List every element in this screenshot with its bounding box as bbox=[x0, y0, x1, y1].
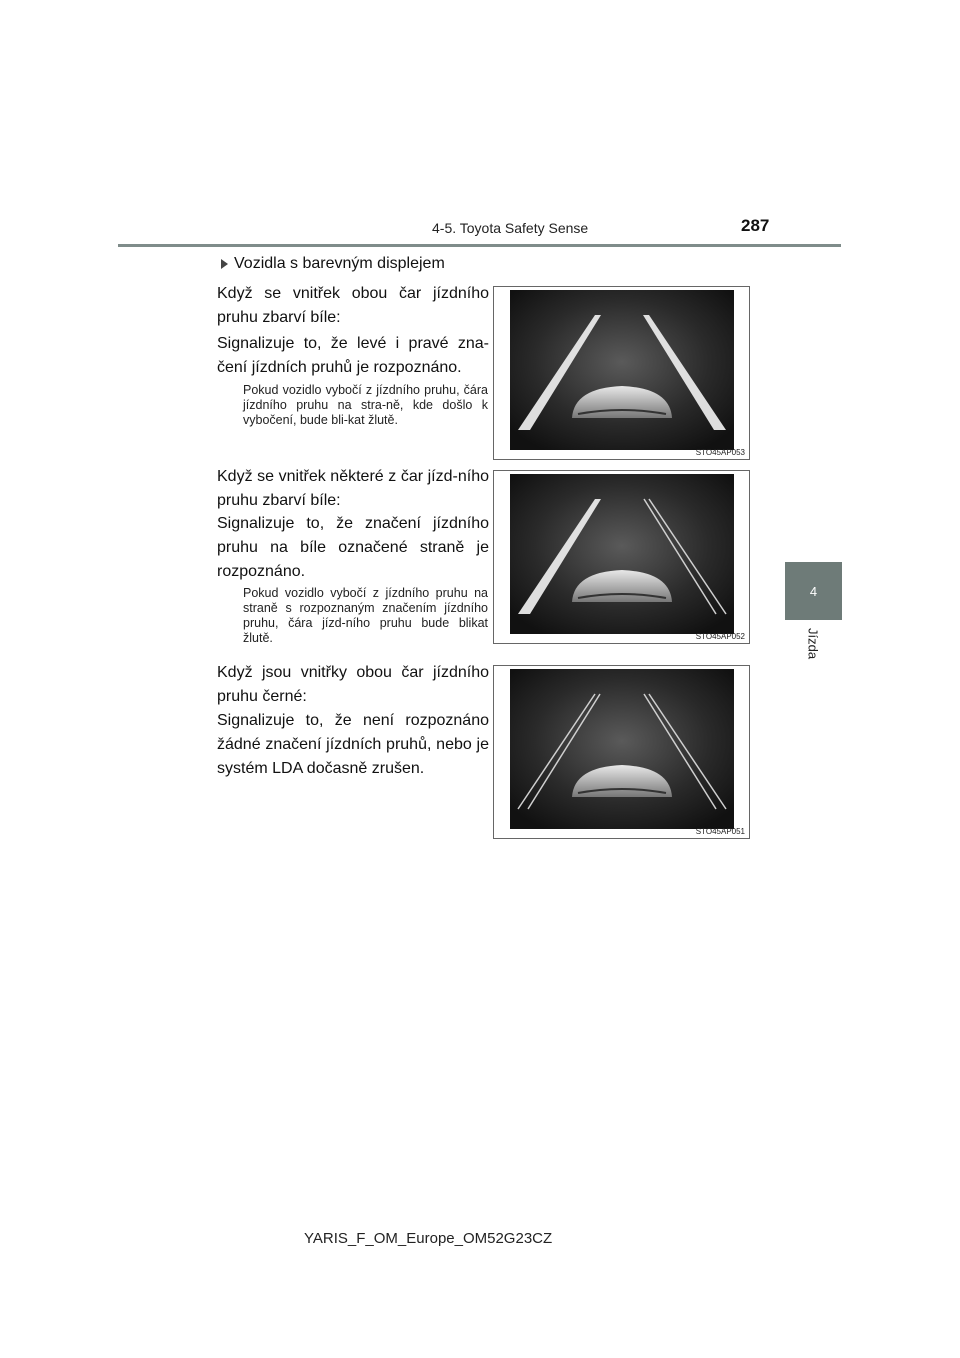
figure-code: STO45AP052 bbox=[695, 632, 745, 641]
section-heading bbox=[221, 255, 445, 273]
chapter-label: Jízda bbox=[805, 628, 821, 660]
page-number: 287 bbox=[741, 216, 770, 235]
figure-one-lane-white bbox=[493, 470, 750, 644]
block1-meaning: Signalizuje to, že levé i pravé zna-čení jízdních pruhů je rozpoznáno. bbox=[217, 335, 489, 376]
chapter-tab bbox=[785, 562, 842, 620]
block1-note: Pokud vozidlo vybočí z jízdního pruhu, čára jízdního pruhu na stra-ně, kde došlo k vybočení, bude bli-kat žlutě. bbox=[243, 383, 488, 427]
block3-meaning: Signalizuje to, že není rozpoznáno žádné značení jízdních pruhů, nebo je systém LDA dočasně zrušen. bbox=[217, 712, 489, 777]
document-id: YARIS_F_OM_Europe_OM52G23CZ bbox=[304, 1230, 553, 1247]
chapter-number: 4 bbox=[809, 583, 818, 599]
block2-meaning: Signalizuje to, že značení jízdního pruhu na bíle označené straně je rozpoznáno. bbox=[217, 515, 489, 580]
lane-display-illustration bbox=[510, 474, 734, 634]
figure-both-lanes-black bbox=[493, 665, 750, 839]
block2-condition: Když se vnitřek některé z čar jízd-ního pruhu zbarví bíle: bbox=[217, 468, 489, 509]
block2-note: Pokud vozidlo vybočí z jízdního pruhu na straně s rozpoznaným značením jízdního pruhu, čára jízd-ního pruhu bude blikat žlutě. bbox=[243, 586, 488, 645]
figure-code: STO45AP053 bbox=[695, 448, 745, 457]
block1-condition: Když se vnitřek obou čar jízdního pruhu zbarví bíle: bbox=[217, 285, 489, 326]
heading-text: Vozidla s barevným displejem bbox=[234, 255, 445, 272]
triangle-bullet-icon bbox=[221, 259, 228, 269]
figure-code: STO45AP051 bbox=[695, 827, 745, 836]
figure-both-lanes-white bbox=[493, 286, 750, 460]
block3-condition: Když jsou vnitřky obou čar jízdního pruhu černé: bbox=[217, 664, 489, 705]
lane-display-illustration bbox=[510, 290, 734, 450]
section-title: 4-5. Toyota Safety Sense bbox=[432, 220, 589, 236]
header-divider bbox=[118, 244, 841, 247]
lane-display-illustration bbox=[510, 669, 734, 829]
